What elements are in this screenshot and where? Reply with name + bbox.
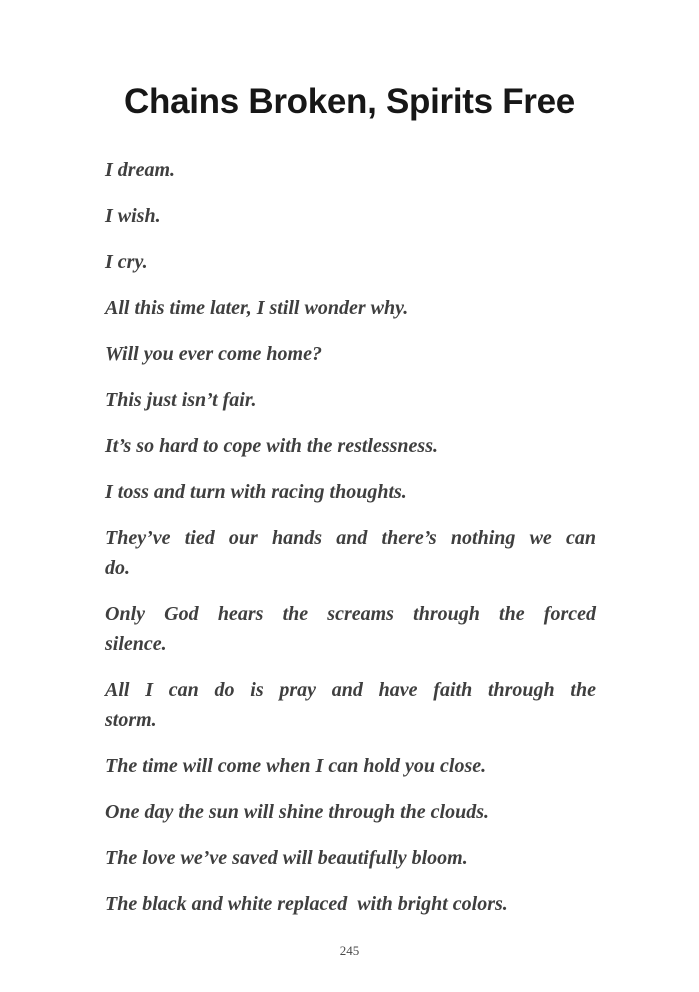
poem-body [105, 155, 596, 919]
poem-paragraph [105, 599, 596, 659]
poem-paragraph [105, 751, 596, 781]
poem-paragraph [105, 155, 596, 185]
poem-line: This just isn’t fair. [105, 389, 257, 411]
poem-paragraph [105, 797, 596, 827]
poem-line: One day the sun will shine through the clouds. [105, 801, 489, 823]
poem-line: storm. [105, 709, 157, 731]
poem-line: They’ve tied our hands and there’s nothing we can [105, 527, 596, 549]
poem-paragraph [105, 385, 596, 415]
poem-paragraph [105, 675, 596, 735]
poem-line: Only God hears the screams through the forced [105, 603, 596, 625]
poem-line: It’s so hard to cope with the restlessness. [105, 435, 438, 457]
poem-line: I toss and turn with racing thoughts. [105, 481, 407, 503]
poem-line: The time will come when I can hold you close. [105, 755, 487, 777]
poem-line: I wish. [105, 205, 161, 227]
poem-paragraph [105, 523, 596, 583]
poem-paragraph [105, 247, 596, 277]
poem-line: silence. [105, 633, 167, 655]
poem-paragraph [105, 431, 596, 461]
poem-line: All I can do is pray and have faith through the [105, 679, 596, 701]
poem-paragraph [105, 293, 596, 323]
poem-paragraph [105, 477, 596, 507]
page-number: 245 [339, 943, 360, 958]
poem-line: The love we’ve saved will beautifully bloom. [105, 847, 468, 869]
poem-paragraph [105, 889, 596, 919]
poem-paragraph [105, 339, 596, 369]
poem-line: I cry. [105, 251, 148, 273]
poem-title: Chains Broken, Spirits Free [124, 82, 575, 121]
poem-paragraph [105, 843, 596, 873]
poem-line: All this time later, I still wonder why. [105, 297, 409, 319]
poem-line: I dream. [105, 159, 175, 181]
poem-paragraph [105, 201, 596, 231]
poem-line: The black and white replaced with bright colors. [105, 893, 508, 915]
poem-line: Will you ever come home? [105, 343, 322, 365]
poem-line: do. [105, 557, 130, 579]
